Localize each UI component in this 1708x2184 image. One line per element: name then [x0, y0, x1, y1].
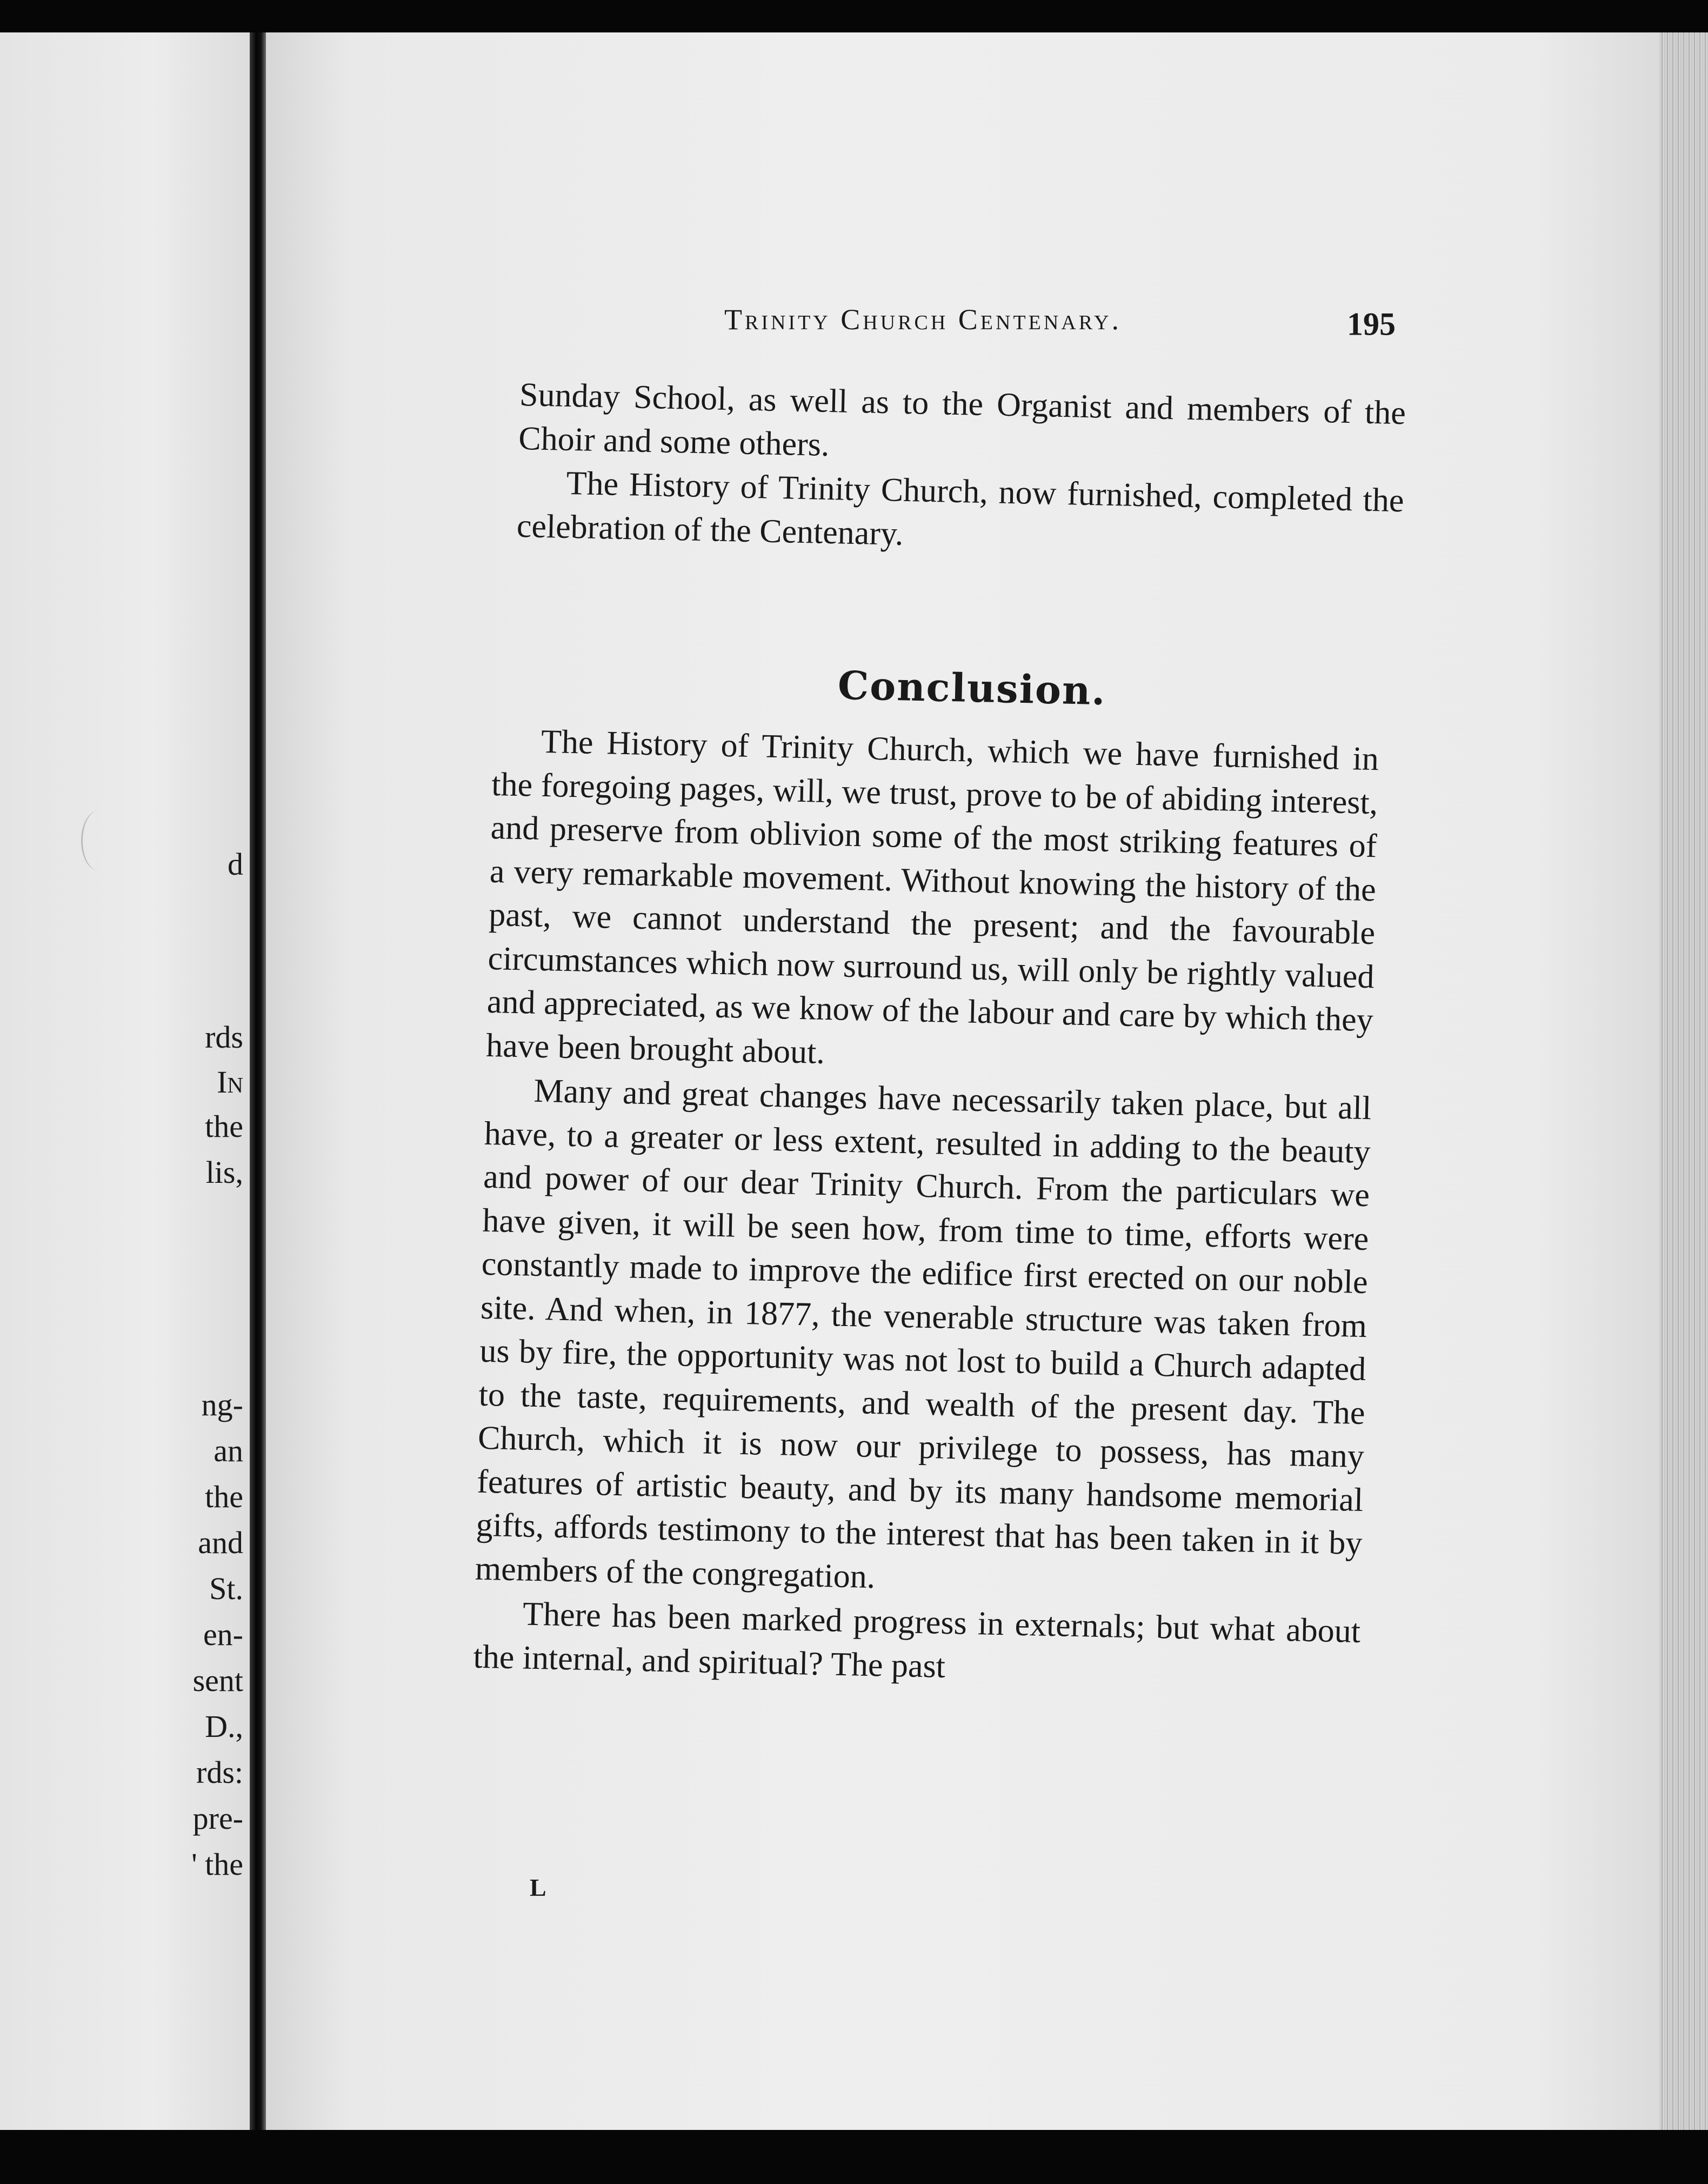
paragraph: Sunday School, as well as to the Organist and members of the Choir and some others.	[518, 376, 1406, 464]
section-heading: Conclusion.	[837, 662, 1107, 714]
left-fragment: rds	[205, 1020, 243, 1055]
scanner-frame-bottom	[0, 2130, 1708, 2184]
left-fragment: d	[228, 847, 243, 882]
left-fragment: sent	[192, 1663, 243, 1698]
left-fragment: ' the	[191, 1847, 243, 1882]
paragraph: The History of Trinity Church, which we have furnished in the foregoing pages, will, we trust, prove to be of abiding interest, and preserve from oblivion some of the most striking features of a very remarkable movement. Without knowing the history of the past, we cannot understand the present; and the favourable circumstances which now surround us, will only be rightly valued and appreciated, as we know of the labour and care by which they have been brought about.	[485, 723, 1379, 1071]
paragraph: The History of Trinity Church, now furnished, completed the celebration of the Centenary.	[516, 464, 1405, 552]
left-fragment: the	[205, 1109, 243, 1144]
left-fragment: ng-	[201, 1387, 243, 1422]
left-fragment: lis,	[205, 1155, 243, 1190]
scanner-frame-top	[0, 0, 1708, 32]
left-fragment: an	[214, 1433, 243, 1468]
left-fragment: and	[198, 1525, 243, 1560]
left-page	[0, 32, 254, 2130]
signature-mark: L	[530, 1874, 546, 1901]
paragraph: There has been marked progress in externals; but what about the internal, and spiritual? The past	[472, 1595, 1361, 1685]
left-fragment: D.,	[205, 1709, 243, 1744]
page-number: 195	[1347, 306, 1396, 342]
left-fragment: St.	[209, 1571, 243, 1606]
left-fragment: In	[217, 1064, 243, 1100]
left-fragment: the	[205, 1479, 243, 1514]
running-head: Trinity Church Centenary.	[724, 303, 1122, 336]
conclusion-text-block	[473, 719, 1379, 1697]
left-fragment: en-	[203, 1617, 243, 1652]
page-edges	[1659, 32, 1708, 2130]
paragraph: Many and great changes have necessarily taken place, but all have, to a greater or less extent, resulted in adding to the beauty and power of our dear Trinity Church. From the particulars we have given, it will be seen how, from time to time, efforts were constantly made to improve the edifice first erected on our noble site. And when, in 1877, the venerable structure was taken from us by fire, the opportunity was not lost to build a Church adapted to the taste, requirements, and wealth of the present day. The Church, which it is now our privilege to possess, has many features of artistic beauty, and by its many handsome memorial gifts, affords testimony to the interest that has been taken in it by members of the congregation.	[475, 1072, 1372, 1595]
left-fragment: pre-	[192, 1801, 243, 1836]
left-fragment: rds:	[196, 1755, 243, 1790]
paper-mark	[81, 811, 115, 870]
book-gutter	[250, 32, 266, 2130]
top-text-block	[516, 373, 1406, 567]
